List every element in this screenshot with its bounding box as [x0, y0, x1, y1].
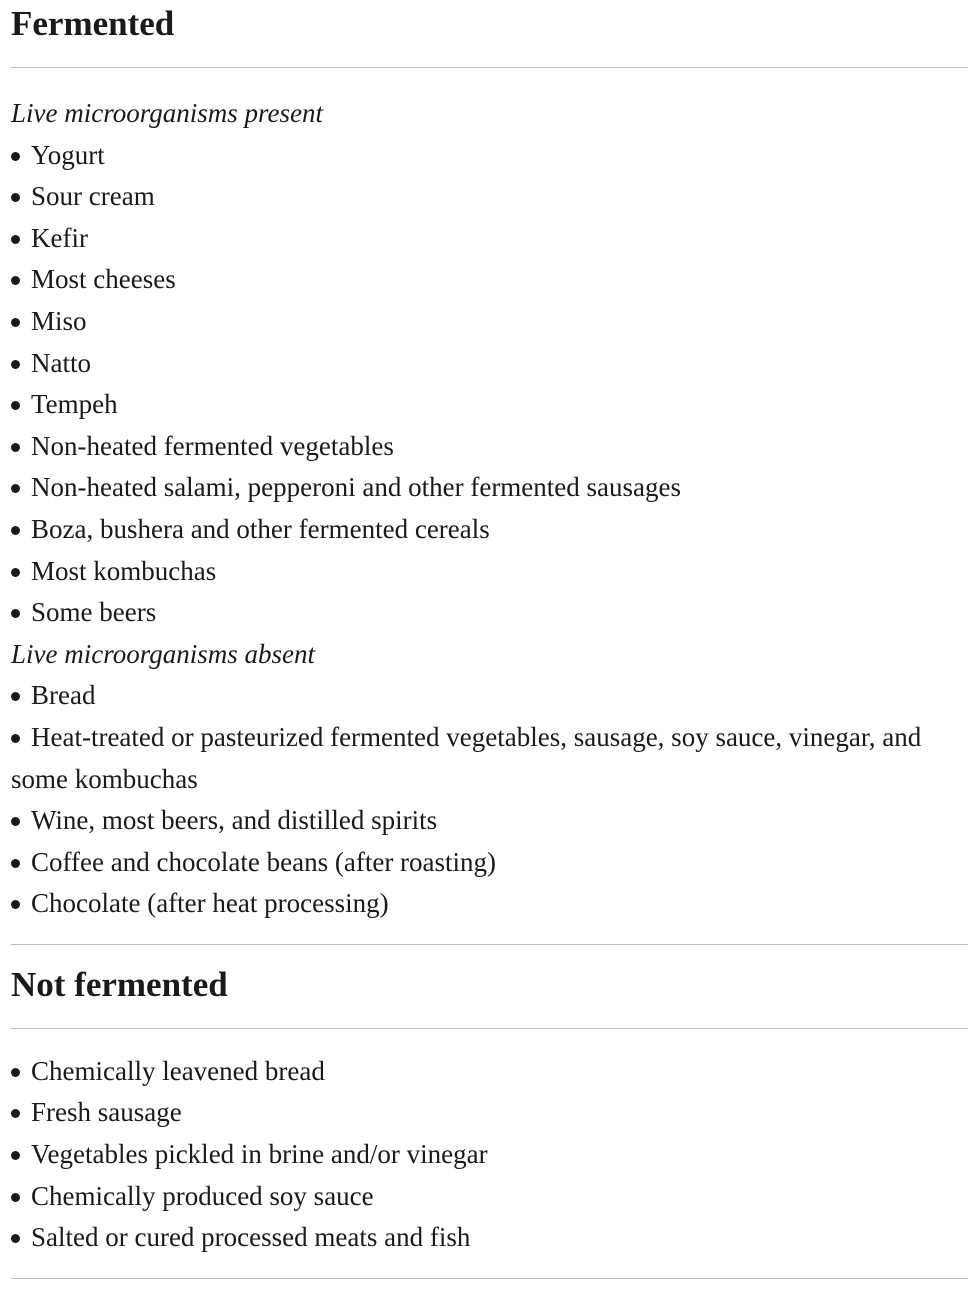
divider [11, 944, 968, 945]
bullet-icon [11, 1109, 20, 1118]
list-item: Non-heated salami, pepperoni and other fermented sausages [11, 467, 968, 509]
bullet-icon [11, 360, 20, 369]
list-item: Non-heated fermented vegetables [11, 426, 968, 468]
bullet-icon [11, 900, 20, 909]
bullet-icon [11, 1234, 20, 1243]
list-item: Fresh sausage [11, 1092, 968, 1134]
bullet-icon [11, 859, 20, 868]
live-absent-heading: Live microorganisms absent [11, 638, 315, 669]
bullet-icon [11, 568, 20, 577]
bullet-icon [11, 734, 20, 743]
fermented-content [11, 93, 968, 925]
list-item: Most kombuchas [11, 551, 968, 593]
not-fermented-title: Not fermented [11, 964, 228, 1004]
divider [11, 1278, 968, 1279]
list-item: Wine, most beers, and distilled spirits [11, 800, 968, 842]
live-absent-list [11, 675, 968, 925]
bullet-icon [11, 692, 20, 701]
list-item: Kefir [11, 218, 968, 260]
list-item: Most cheeses [11, 259, 968, 301]
list-item: Chocolate (after heat processing) [11, 883, 968, 925]
list-item: Natto [11, 343, 968, 385]
fermented-title: Fermented [11, 4, 175, 43]
list-item: Sour cream [11, 176, 968, 218]
list-item: Tempeh [11, 384, 968, 426]
bullet-icon [11, 609, 20, 618]
list-item: Chemically produced soy sauce [11, 1176, 968, 1218]
bullet-icon [11, 817, 20, 826]
list-item: Bread [11, 675, 968, 717]
bullet-icon [11, 235, 20, 244]
list-item: Boza, bushera and other fermented cereals [11, 509, 968, 551]
list-item: Miso [11, 301, 968, 343]
bullet-icon [11, 1193, 20, 1202]
live-present-list [11, 135, 968, 634]
bullet-icon [11, 1068, 20, 1077]
bullet-icon [11, 1151, 20, 1160]
divider [11, 67, 968, 68]
bullet-icon [11, 318, 20, 327]
bullet-icon [11, 276, 20, 285]
bullet-icon [11, 401, 20, 410]
list-item: Some beers [11, 592, 968, 634]
list-item: Yogurt [11, 135, 968, 177]
divider [11, 1028, 968, 1029]
bullet-icon [11, 443, 20, 452]
list-item: Salted or cured processed meats and fish [11, 1217, 968, 1259]
list-item: Vegetables pickled in brine and/or vinegar [11, 1134, 968, 1176]
list-item: Coffee and chocolate beans (after roasting) [11, 842, 968, 884]
list-item: Heat-treated or pasteurized fermented vegetables, sausage, soy sauce, vinegar, and some kombuchas [11, 721, 922, 794]
bullet-icon [11, 193, 20, 202]
bullet-icon [11, 484, 20, 493]
bullet-icon [11, 526, 20, 535]
list-item: Chemically leavened bread [11, 1051, 968, 1093]
bullet-icon [11, 152, 20, 161]
not-fermented-list [11, 1051, 968, 1259]
live-present-heading: Live microorganisms present [11, 98, 323, 128]
food-classification-table [11, 0, 968, 1279]
